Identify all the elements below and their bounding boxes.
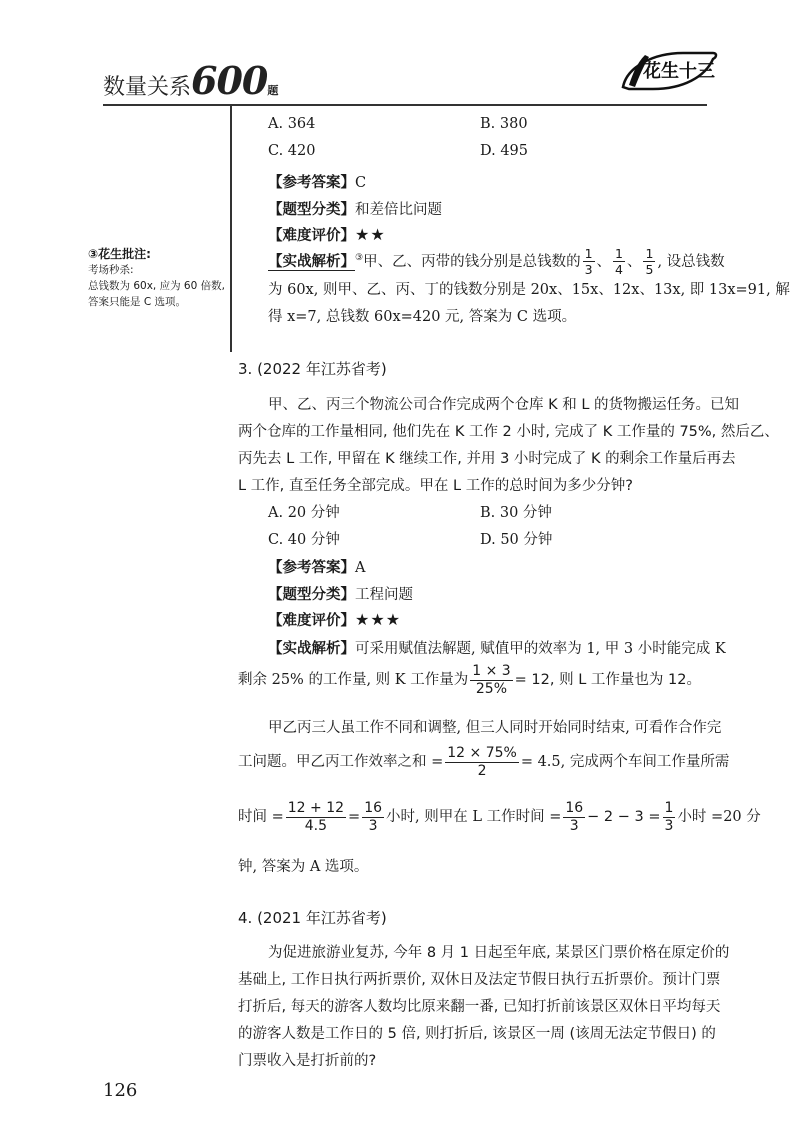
q4-stem-line: 基础上, 工作日执行两折票价, 双休日及法定节假日执行五折票价。预计门票	[238, 972, 721, 988]
q3-answer	[268, 556, 365, 577]
q3-analysis-text: = 12, 则 L 工作量也为 12。	[514, 672, 701, 688]
fraction-k-work	[470, 663, 512, 698]
q3-type	[268, 583, 413, 604]
frac-num: 12 × 75%	[447, 744, 517, 761]
fraction-sixteen-thirds	[362, 800, 384, 835]
fraction-one-fourth	[613, 246, 625, 277]
page-number: 126	[103, 1080, 138, 1101]
margin-rule	[230, 106, 232, 352]
side-note-title: ③花生批注:	[88, 247, 151, 261]
q3-stem-line: 两个仓库的工作量相同, 他们先在 K 工作 2 小时, 完成了 K 工作量的 75%, 然后乙、	[238, 424, 779, 440]
frac-den: 3	[569, 817, 579, 834]
frac-num: 1	[615, 246, 623, 262]
q3-analysis-line2	[238, 660, 701, 700]
book-title-cn: 数量关系	[103, 75, 192, 100]
side-note-line: 答案只能是 C 选项。	[88, 296, 187, 308]
q3-type-label: 【题型分类】	[268, 586, 355, 603]
brand-name: 花生十三	[643, 61, 715, 82]
side-note	[88, 246, 228, 310]
q2-answer	[268, 171, 366, 192]
frac-den: 3	[584, 262, 593, 278]
q3-source: 3. (2022 年江苏省考)	[238, 360, 387, 378]
q2-analysis-text: , 设总钱数	[657, 253, 725, 270]
q3-option-c: C. 40 分钟	[268, 532, 340, 548]
frac-den: 4.5	[304, 817, 328, 834]
q3-stem-line: 甲、乙、丙三个物流公司合作完成两个仓库 K 和 L 的货物搬运任务。已知	[268, 397, 740, 413]
q4-source: 4. (2021 年江苏省考)	[238, 909, 387, 927]
q2-analysis-line2: 为 60x, 则甲、乙、丙、丁的钱数分别是 20x、15x、12x、13x, 即 13x=91, 解	[268, 282, 790, 298]
side-note-line: 考场秒杀:	[88, 264, 134, 276]
fraction-efficiency	[445, 745, 519, 780]
q3-analysis-line1	[268, 637, 726, 658]
q3-answer-label: 【参考答案】	[268, 559, 355, 576]
frac-den: 3	[664, 817, 674, 834]
q2-answer-value: C	[355, 175, 367, 191]
q3-analysis-text: = 4.5, 完成两个车间工作量所需	[520, 754, 730, 770]
q3-analysis-text: 小时, 则甲在 L 工作时间 =	[386, 809, 562, 825]
brand-logo	[613, 47, 718, 95]
q2-note-marker: ③	[355, 253, 364, 263]
fraction-one-third	[583, 246, 595, 277]
q3-analysis-line6: 钟, 答案为 A 选项。	[238, 859, 369, 875]
q3-analysis-line4	[238, 740, 729, 784]
fraction-one-third	[663, 800, 676, 835]
book-title	[103, 58, 278, 103]
frac-den: 4	[615, 262, 623, 278]
q3-difficulty-stars: ★★★	[355, 610, 402, 629]
q4-stem-line: 为促进旅游业复苏, 今年 8 月 1 日起至年底, 某景区门票价格在原定价的	[268, 945, 730, 961]
q3-analysis-text: 可采用赋值法解题, 赋值甲的效率为 1, 甲 3 小时能完成 K	[355, 641, 726, 657]
fraction-total-time	[286, 800, 346, 835]
q2-analysis-label: 【实战解析】	[268, 252, 355, 270]
q2-analysis-text: 甲、乙、丙带的钱分别是总钱数的	[363, 253, 581, 270]
frac-num: 16	[565, 799, 584, 816]
q4-stem-line: 打折后, 每天的游客人数均比原来翻一番, 已知打折前该景区双休日平均每天	[238, 999, 721, 1015]
q3-option-a: A. 20 分钟	[268, 505, 340, 521]
frac-num: 1	[664, 799, 674, 816]
frac-num: 1	[584, 246, 593, 262]
q2-type	[268, 198, 442, 219]
fraction-one-fifth	[643, 246, 655, 277]
book-title-suffix: 题	[267, 84, 279, 97]
book-title-number: 600	[191, 58, 268, 103]
q2-type-value: 和差倍比问题	[355, 202, 442, 218]
frac-den: 3	[368, 817, 378, 834]
q2-option-a: A. 364	[268, 116, 316, 132]
q4-stem-line: 的游客人数是工作日的 5 倍, 则打折后, 该景区一周 (该周无法定节假日) 的	[238, 1026, 716, 1042]
q3-analysis-label: 【实战解析】	[268, 640, 355, 657]
q4-stem-line: 门票收入是打折前的?	[238, 1053, 377, 1069]
q3-option-b: B. 30 分钟	[480, 505, 552, 521]
q2-difficulty-label: 【难度评价】	[268, 227, 355, 244]
q3-analysis-text: 剩余 25% 的工作量, 则 K 工作量为	[238, 672, 469, 688]
fraction-sixteen-thirds	[563, 800, 585, 835]
q3-analysis-text: 工问题。甲乙丙工作效率之和 =	[238, 754, 444, 770]
q2-option-c: C. 420	[268, 143, 316, 159]
q3-analysis-text: 小时 =20 分	[677, 809, 761, 825]
q3-type-value: 工程问题	[355, 587, 413, 603]
q3-analysis-line5	[238, 795, 761, 839]
q3-difficulty-label: 【难度评价】	[268, 612, 355, 629]
frac-den: 2	[477, 762, 487, 779]
frac-den: 5	[645, 262, 654, 278]
frac-num: 1 × 3	[472, 662, 511, 679]
q3-stem-line: 丙先去 L 工作, 甲留在 K 继续工作, 并用 3 小时完成了 K 的剩余工作量后再去	[238, 451, 736, 467]
q2-difficulty-stars: ★★	[355, 225, 386, 244]
header-rule	[103, 104, 707, 106]
frac-num: 16	[364, 799, 383, 816]
frac-num: 12 + 12	[287, 799, 345, 816]
q2-type-label: 【题型分类】	[268, 201, 355, 218]
q3-option-d: D. 50 分钟	[480, 532, 553, 548]
frac-num: 1	[645, 246, 654, 262]
q3-analysis-text: 时间 =	[238, 809, 284, 825]
q2-analysis-line3: 得 x=7, 总钱数 60x=420 元, 答案为 C 选项。	[268, 309, 577, 325]
q3-analysis-text: − 2 − 3 =	[587, 809, 661, 825]
q2-option-d: D. 495	[480, 143, 529, 159]
q2-analysis-line1: 【实战解析】③甲、乙、丙带的钱分别是总钱数的 $\frac{1}{3}$ 、 $\frac{1}{4}$ 、 $\frac{1}{5}$ , 设总钱数	[268, 246, 725, 278]
q2-answer-label: 【参考答案】	[268, 174, 355, 191]
q2-option-b: B. 380	[480, 116, 528, 132]
side-note-line: 总钱数为 60x, 应为 60 倍数,	[88, 280, 225, 292]
q3-answer-value: A	[355, 560, 366, 576]
q3-analysis-para2: 甲乙丙三人虽工作不同和调整, 但三人同时开始同时结束, 可看作合作完	[268, 720, 722, 736]
frac-den: 25%	[475, 680, 507, 697]
q3-stem-line: L 工作, 直至任务全部完成。甲在 L 工作的总时间为多少分钟?	[238, 478, 633, 494]
q3-difficulty	[268, 609, 401, 630]
q3-analysis-text: =	[348, 809, 361, 825]
